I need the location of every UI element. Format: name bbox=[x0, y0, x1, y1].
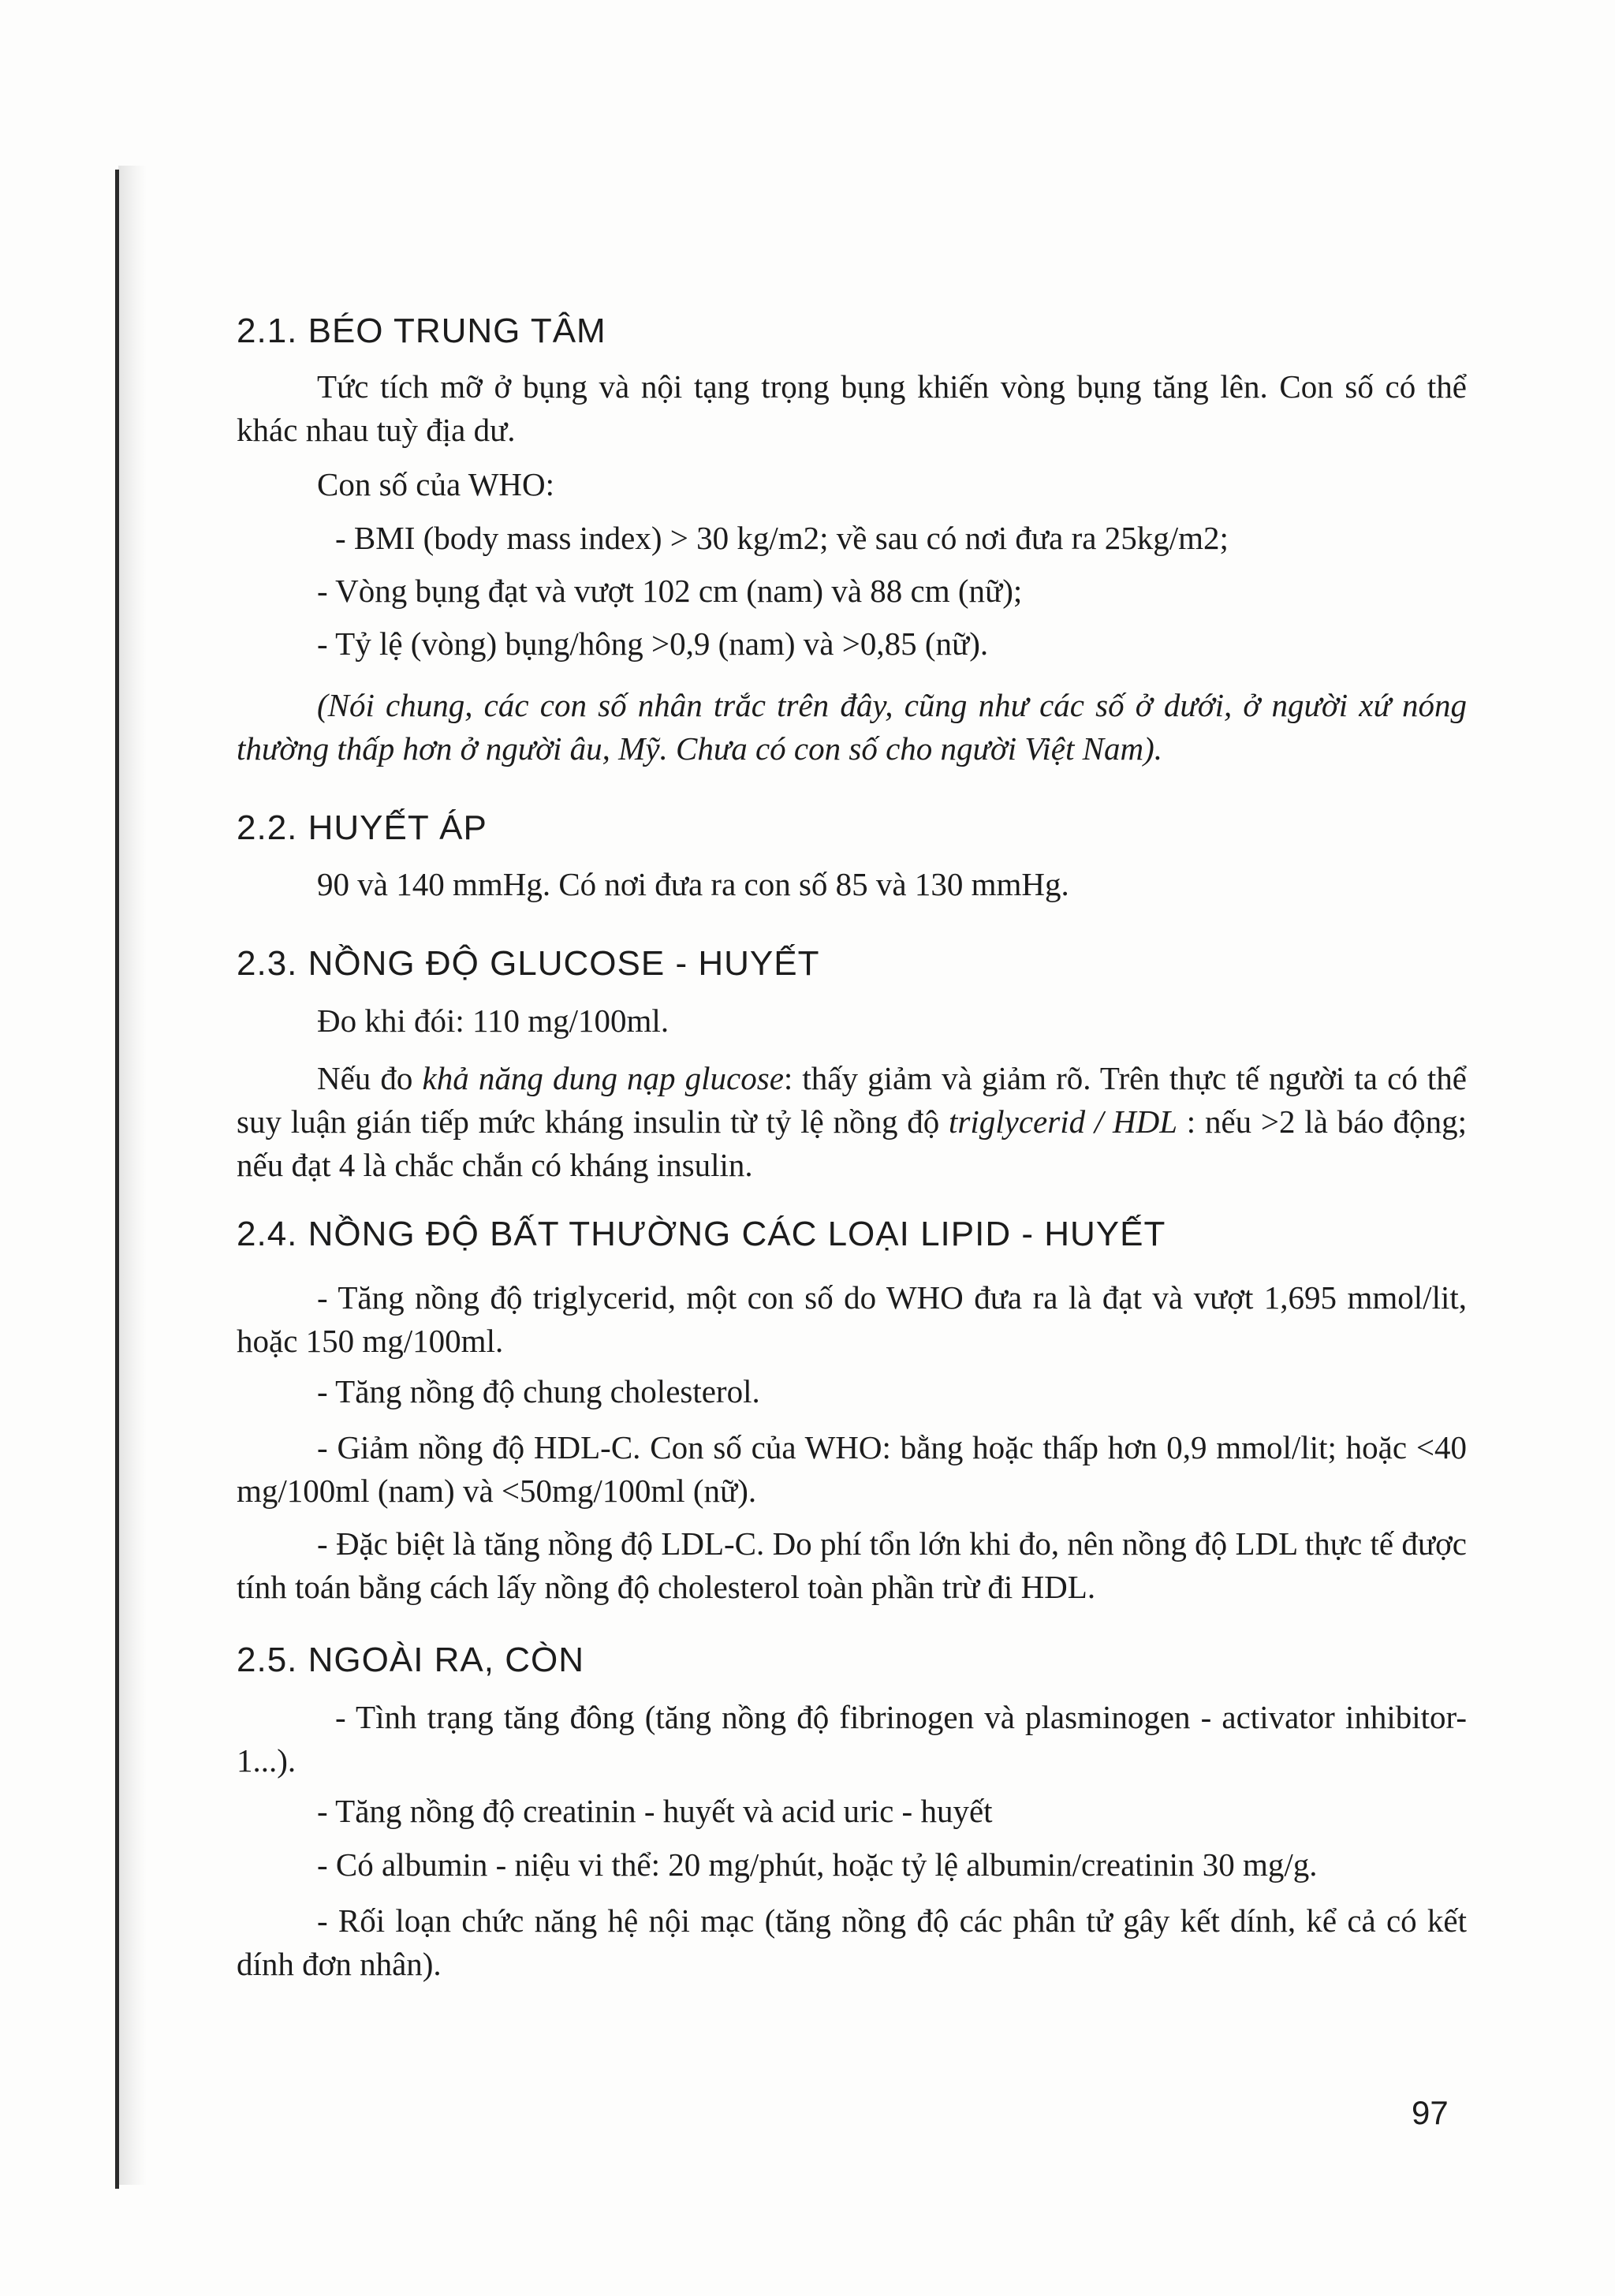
italic-term: khả năng dung nạp glucose bbox=[422, 1060, 784, 1096]
list-item-albumin: - Có albumin - niệu vi thể: 20 mg/phút, hoặc tỷ lệ albumin/creatinin 30 mg/g. bbox=[317, 1846, 1318, 1883]
list-item-ldl: - Đặc biệt là tăng nồng độ LDL-C. Do phí tổn lớn khi đo, nên nồng độ LDL thực tế được tính toán bằng cách lấy nồng độ cholesterol toàn phần trừ đi HDL. bbox=[237, 1525, 1467, 1605]
fasting-glucose: Đo khi đói: 110 mg/100ml. bbox=[317, 1002, 669, 1039]
section-heading-2-5: 2.5. NGOÀI RA, CÒN bbox=[237, 1641, 584, 1679]
who-label: Con số của WHO: bbox=[317, 466, 555, 502]
blood-pressure-text: 90 và 140 mmHg. Có nơi đưa ra con số 85 và 130 mmHg. bbox=[317, 866, 1069, 902]
section-heading-2-4: 2.4. NỒNG ĐỘ BẤT THƯỜNG CÁC LOẠI LIPID - HUYẾT bbox=[237, 1215, 1166, 1253]
section-heading-2-3: 2.3. NỒNG ĐỘ GLUCOSE - HUYẾT bbox=[237, 944, 820, 983]
paragraph-glucose-tolerance bbox=[237, 1057, 1467, 1187]
note-anthropometric: (Nói chung, các con số nhân trắc trên đây, cũng như các số ở dưới, ở người xứ nóng thường thấp hơn ở người âu, Mỹ. Chưa có con số cho người Việt Nam). bbox=[237, 687, 1467, 767]
list-item-bmi: - BMI (body mass index) > 30 kg/m2; về sau có nơi đưa ra 25kg/m2; bbox=[335, 520, 1229, 556]
list-item-creatinin: - Tăng nồng độ creatinin - huyết và acid uric - huyết bbox=[317, 1793, 993, 1829]
list-item-hdl: - Giảm nồng độ HDL-C. Con số của WHO: bằng hoặc thấp hơn 0,9 mmol/lit; hoặc <40 mg/100ml (nam) và <50mg/100ml (nữ). bbox=[237, 1429, 1467, 1509]
list-item-coagulation: - Tình trạng tăng đông (tăng nồng độ fibrinogen và plasminogen - activator inhibitor-1...). bbox=[237, 1699, 1467, 1779]
page-number: 97 bbox=[1412, 2094, 1449, 2131]
section-heading-2-2: 2.2. HUYẾT ÁP bbox=[237, 808, 487, 847]
italic-term: triglycerid / HDL bbox=[949, 1103, 1178, 1140]
text: Nếu đo bbox=[317, 1060, 423, 1096]
text: : nếu >2 là báo động; nếu đạt 4 là chắc chắn có kháng insulin. bbox=[237, 1103, 1468, 1183]
list-item-cholesterol: - Tăng nồng độ chung cholesterol. bbox=[317, 1373, 760, 1409]
section-heading-2-1: 2.1. BÉO TRUNG TÂM bbox=[237, 312, 606, 350]
list-item-ratio: - Tỷ lệ (vòng) bụng/hông >0,9 (nam) và >0,85 (nữ). bbox=[317, 625, 989, 662]
binding-line bbox=[115, 170, 119, 2189]
list-item-waist: - Vòng bụng đạt và vượt 102 cm (nam) và 88 cm (nữ); bbox=[317, 573, 1023, 609]
list-item-endothelial: - Rối loạn chức năng hệ nội mạc (tăng nồng độ các phân tử gây kết dính, kể cả có kết dính đơn nhân). bbox=[237, 1902, 1467, 1982]
list-item-triglycerid: - Tăng nồng độ triglycerid, một con số do WHO đưa ra là đạt và vượt 1,695 mmol/lit, hoặc 150 mg/100ml. bbox=[237, 1279, 1467, 1359]
text: : thấy giảm và giảm rõ. Trên thực tế người ta có thể suy luận gián tiếp mức kháng insulin từ tỷ lệ nồng độ bbox=[237, 1060, 1468, 1140]
paragraph-intro: Tức tích mỡ ở bụng và nội tạng trọng bụng khiến vòng bụng tăng lên. Con số có thể khác nhau tuỳ địa dư. bbox=[237, 368, 1467, 448]
binding-shadow bbox=[118, 166, 147, 2185]
